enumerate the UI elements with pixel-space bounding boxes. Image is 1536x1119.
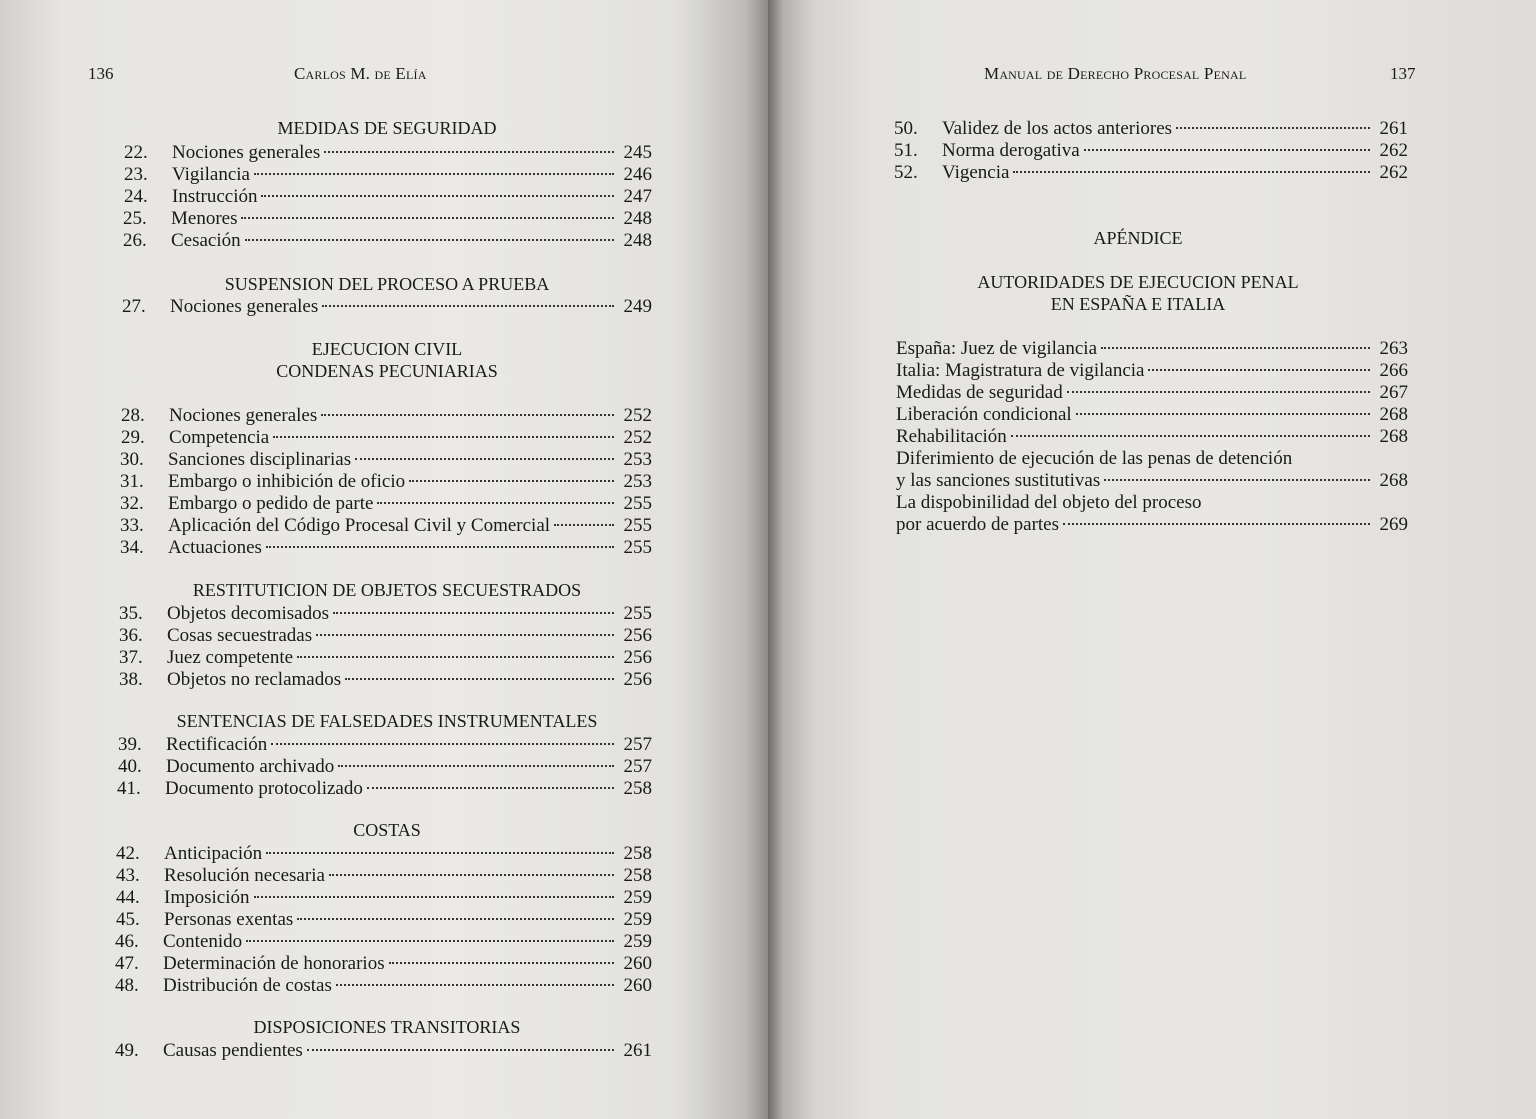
toc-entry-number: 30. [120, 449, 144, 470]
section-title: APÉNDICE [1093, 228, 1183, 248]
toc-entry [896, 448, 1408, 470]
toc-entry-label: Cosas secuestradas [167, 625, 313, 646]
toc-entry-page: 252 [623, 427, 652, 448]
toc-entry-label: Imposición [164, 887, 250, 908]
toc-entry-number: 32. [120, 493, 144, 514]
dot-leader [324, 151, 614, 153]
right-page [768, 0, 1536, 1119]
dot-leader [322, 305, 614, 307]
dot-leader [409, 480, 614, 482]
toc-entry-page: 256 [623, 669, 652, 690]
toc-entry-label: por acuerdo de partes [896, 514, 1060, 535]
toc-entry-page: 267 [1379, 382, 1408, 403]
toc-entry-label: Personas exentas [164, 909, 294, 930]
dot-leader [271, 743, 614, 745]
right-running-header: Manual de Derecho Procesal Penal [984, 64, 1247, 83]
dot-leader [254, 896, 615, 898]
toc-entry-number: 36. [119, 625, 143, 646]
dot-leader [316, 634, 614, 636]
toc-entry-label: Menores [171, 208, 238, 229]
toc-entry-number: 39. [118, 734, 142, 755]
toc-entry-page: 268 [1379, 404, 1408, 425]
dot-leader [273, 436, 614, 438]
toc-entry-number: 40. [118, 756, 142, 777]
toc-entry [894, 118, 1408, 140]
toc-entry-label: Norma derogativa [942, 140, 1080, 161]
toc-entry [896, 426, 1408, 448]
toc-entry-number: 49. [115, 1040, 139, 1061]
toc-entry-page: 256 [623, 647, 652, 668]
left-page-number: 136 [88, 64, 114, 83]
toc-entry-page: 257 [623, 756, 652, 777]
toc-entry-number: 23. [124, 164, 148, 185]
toc-entry [119, 669, 652, 691]
toc-entry-number: 35. [119, 603, 143, 624]
dot-leader [1101, 347, 1370, 349]
toc-entry [896, 338, 1408, 360]
dot-leader [554, 524, 614, 526]
dot-leader [297, 656, 614, 658]
toc-entry-page: 269 [1379, 514, 1408, 535]
toc-entry-page: 252 [623, 405, 652, 426]
toc-entry-page: 266 [1379, 360, 1408, 381]
toc-entry-label: Nociones generales [169, 405, 318, 426]
toc-entry-page: 259 [623, 909, 652, 930]
dot-leader [254, 173, 614, 175]
toc-entry-label: Anticipación [164, 843, 263, 864]
right-page-number: 137 [1390, 64, 1416, 83]
toc-entry-number: 22. [124, 142, 148, 163]
toc-entry-page: 262 [1379, 162, 1408, 183]
toc-entry-page: 255 [623, 537, 652, 558]
toc-entry-label: Documento archivado [166, 756, 335, 777]
dot-leader [1063, 523, 1370, 525]
toc-entry-label: Objetos no reclamados [167, 669, 342, 690]
toc-entry-label: Causas pendientes [163, 1040, 303, 1061]
toc-entry-label: Actuaciones [168, 537, 262, 558]
toc-entry-label: Rehabilitación [896, 426, 1007, 447]
toc-entry-label: Validez de los actos anteriores [942, 118, 1173, 139]
toc-entry [116, 887, 652, 909]
left-running-header: Carlos M. de Elía [294, 64, 427, 83]
toc-entry-number: 24. [124, 186, 148, 207]
section-title: SUSPENSION DEL PROCESO A PRUEBA [224, 274, 550, 294]
toc-entry-number: 29. [121, 427, 145, 448]
toc-entry-number: 42. [116, 843, 140, 864]
dot-leader [266, 546, 614, 548]
dot-leader [307, 1049, 614, 1051]
dot-leader [345, 678, 614, 680]
toc-entry-label: Aplicación del Código Procesal Civil y Comercial [168, 515, 551, 536]
toc-entry-page: 255 [623, 603, 652, 624]
toc-entry-number: 45. [116, 909, 140, 930]
toc-entry-label: Contenido [163, 931, 243, 952]
toc-entry-number: 27. [122, 296, 146, 317]
toc-entry-page: 249 [623, 296, 652, 317]
dot-leader [338, 765, 614, 767]
dot-leader [1076, 413, 1370, 415]
toc-entry-page: 261 [623, 1040, 652, 1061]
toc-entry-number: 28. [121, 405, 145, 426]
toc-entry-label: Instrucción [172, 186, 258, 207]
dot-leader [1084, 149, 1370, 151]
toc-entry-number: 44. [116, 887, 140, 908]
toc-entry-label: Distribución de costas [163, 975, 332, 996]
toc-entry-page: 245 [623, 142, 652, 163]
toc-entry-number: 51. [894, 140, 918, 161]
toc-entry-page: 261 [1379, 118, 1408, 139]
toc-entry [123, 208, 652, 230]
toc-entry-label: Resolución necesaria [164, 865, 325, 886]
toc-entry-label: Embargo o pedido de parte [168, 493, 374, 514]
toc-entry-number: 37. [119, 647, 143, 668]
toc-entry-page: 248 [623, 230, 652, 251]
dot-leader [355, 458, 614, 460]
toc-entry-page: 262 [1379, 140, 1408, 161]
toc-entry [124, 142, 652, 164]
toc-entry [124, 186, 652, 208]
toc-entry [120, 493, 652, 515]
toc-entry-page: 268 [1379, 470, 1408, 491]
toc-entry-number: 38. [119, 669, 143, 690]
toc-entry-number: 33. [120, 515, 144, 536]
toc-entry [124, 164, 652, 186]
dot-leader [241, 217, 614, 219]
toc-entry-page: 258 [623, 865, 652, 886]
toc-entry-number: 47. [115, 953, 139, 974]
dot-leader [1067, 391, 1370, 393]
toc-entry-number: 50. [894, 118, 918, 139]
toc-entry [120, 449, 652, 471]
dot-leader [1104, 479, 1370, 481]
section-title: DISPOSICIONES TRANSITORIAS [253, 1017, 521, 1037]
toc-entry [120, 537, 652, 559]
section-title: COSTAS [353, 820, 421, 840]
toc-entry-page: 255 [623, 515, 652, 536]
section-title: CONDENAS PECUNIARIAS [276, 361, 498, 381]
toc-entry-page: 253 [623, 471, 652, 492]
dot-leader [321, 414, 614, 416]
toc-entry-number: 26. [123, 230, 147, 251]
toc-entry-page: 260 [623, 975, 652, 996]
toc-entry [896, 404, 1408, 426]
toc-entry [116, 909, 652, 931]
toc-entry-label: Competencia [169, 427, 270, 448]
toc-entry [896, 382, 1408, 404]
section-title: AUTORIDADES DE EJECUCION PENAL [977, 272, 1299, 292]
toc-entry [896, 470, 1408, 492]
toc-entry-label: Objetos decomisados [167, 603, 330, 624]
toc-entry-page: 255 [623, 493, 652, 514]
toc-entry-label: Cesación [171, 230, 241, 251]
dot-leader [297, 918, 614, 920]
toc-entry-page: 257 [623, 734, 652, 755]
toc-entry-page: 256 [623, 625, 652, 646]
toc-entry [121, 405, 652, 427]
toc-entry-page: 260 [623, 953, 652, 974]
toc-entry-label: Vigilancia [172, 164, 250, 185]
toc-entry-number: 41. [117, 778, 141, 799]
dot-leader [261, 195, 614, 197]
toc-entry [117, 778, 652, 800]
toc-entry [118, 734, 652, 756]
section-title: MEDIDAS DE SEGURIDAD [277, 118, 497, 138]
toc-entry [896, 492, 1408, 514]
toc-entry [115, 975, 652, 997]
toc-entry [118, 756, 652, 778]
toc-entry-label: Diferimiento de ejecución de las penas de detención [896, 448, 1293, 469]
toc-entry-label: Medidas de seguridad [896, 382, 1063, 403]
toc-entry-page: 248 [623, 208, 652, 229]
toc-entry-page: 246 [623, 164, 652, 185]
toc-entry-number: 46. [115, 931, 139, 952]
toc-entry-page: 259 [623, 931, 652, 952]
dot-leader [367, 787, 614, 789]
toc-entry [896, 514, 1408, 536]
toc-entry-number: 25. [123, 208, 147, 229]
toc-entry-label: Italia: Magistratura de vigilancia [896, 360, 1145, 381]
toc-entry-page: 268 [1379, 426, 1408, 447]
dot-leader [266, 852, 614, 854]
toc-entry-label: Juez competente [167, 647, 294, 668]
toc-entry-label: Vigencia [942, 162, 1010, 183]
toc-entry-label: Sanciones disciplinarias [168, 449, 352, 470]
dot-leader [1013, 171, 1370, 173]
dot-leader [377, 502, 614, 504]
dot-leader [246, 940, 614, 942]
toc-entry-label: Nociones generales [170, 296, 319, 317]
dot-leader [329, 874, 614, 876]
toc-entry [894, 140, 1408, 162]
toc-entry-number: 52. [894, 162, 918, 183]
toc-entry [115, 1040, 652, 1062]
toc-entry-page: 263 [1379, 338, 1408, 359]
toc-entry [119, 603, 652, 625]
toc-entry-number: 34. [120, 537, 144, 558]
toc-entry [119, 625, 652, 647]
toc-entry-label: y las sanciones sustitutivas [896, 470, 1101, 491]
toc-entry-page: 258 [623, 778, 652, 799]
dot-leader [1011, 435, 1370, 437]
toc-entry [116, 865, 652, 887]
section-title: RESTITUTICION DE OBJETOS SECUESTRADOS [192, 580, 582, 600]
dot-leader [333, 612, 614, 614]
toc-entry [116, 843, 652, 865]
section-title: SENTENCIAS DE FALSEDADES INSTRUMENTALES [176, 711, 598, 731]
toc-entry [123, 230, 652, 252]
toc-entry [115, 953, 652, 975]
toc-entry-label: Liberación condicional [896, 404, 1072, 425]
toc-entry-label: Determinación de honorarios [163, 953, 385, 974]
toc-entry-label: Nociones generales [172, 142, 321, 163]
section-title: EN ESPAÑA E ITALIA [1050, 294, 1226, 314]
dot-leader [1148, 369, 1370, 371]
toc-entry [120, 471, 652, 493]
dot-leader [389, 962, 614, 964]
dot-leader [336, 984, 614, 986]
toc-entry [115, 931, 652, 953]
toc-entry [120, 515, 652, 537]
toc-entry-page: 253 [623, 449, 652, 470]
toc-entry [894, 162, 1408, 184]
toc-entry-label: España: Juez de vigilancia [896, 338, 1098, 359]
toc-entry-label: Embargo o inhibición de oficio [168, 471, 406, 492]
toc-entry-number: 48. [115, 975, 139, 996]
toc-entry-label: La dispobinilidad del objeto del proceso [896, 492, 1202, 513]
toc-entry-number: 31. [120, 471, 144, 492]
toc-entry [122, 296, 652, 318]
dot-leader [1176, 127, 1370, 129]
toc-entry-page: 258 [623, 843, 652, 864]
toc-entry [121, 427, 652, 449]
toc-entry-page: 247 [623, 186, 652, 207]
toc-entry-label: Documento protocolizado [165, 778, 363, 799]
dot-leader [245, 239, 614, 241]
toc-entry-label: Rectificación [166, 734, 268, 755]
toc-entry-number: 43. [116, 865, 140, 886]
section-title: EJECUCION CIVIL [311, 339, 463, 359]
toc-entry [896, 360, 1408, 382]
toc-entry-page: 259 [623, 887, 652, 908]
toc-entry [119, 647, 652, 669]
